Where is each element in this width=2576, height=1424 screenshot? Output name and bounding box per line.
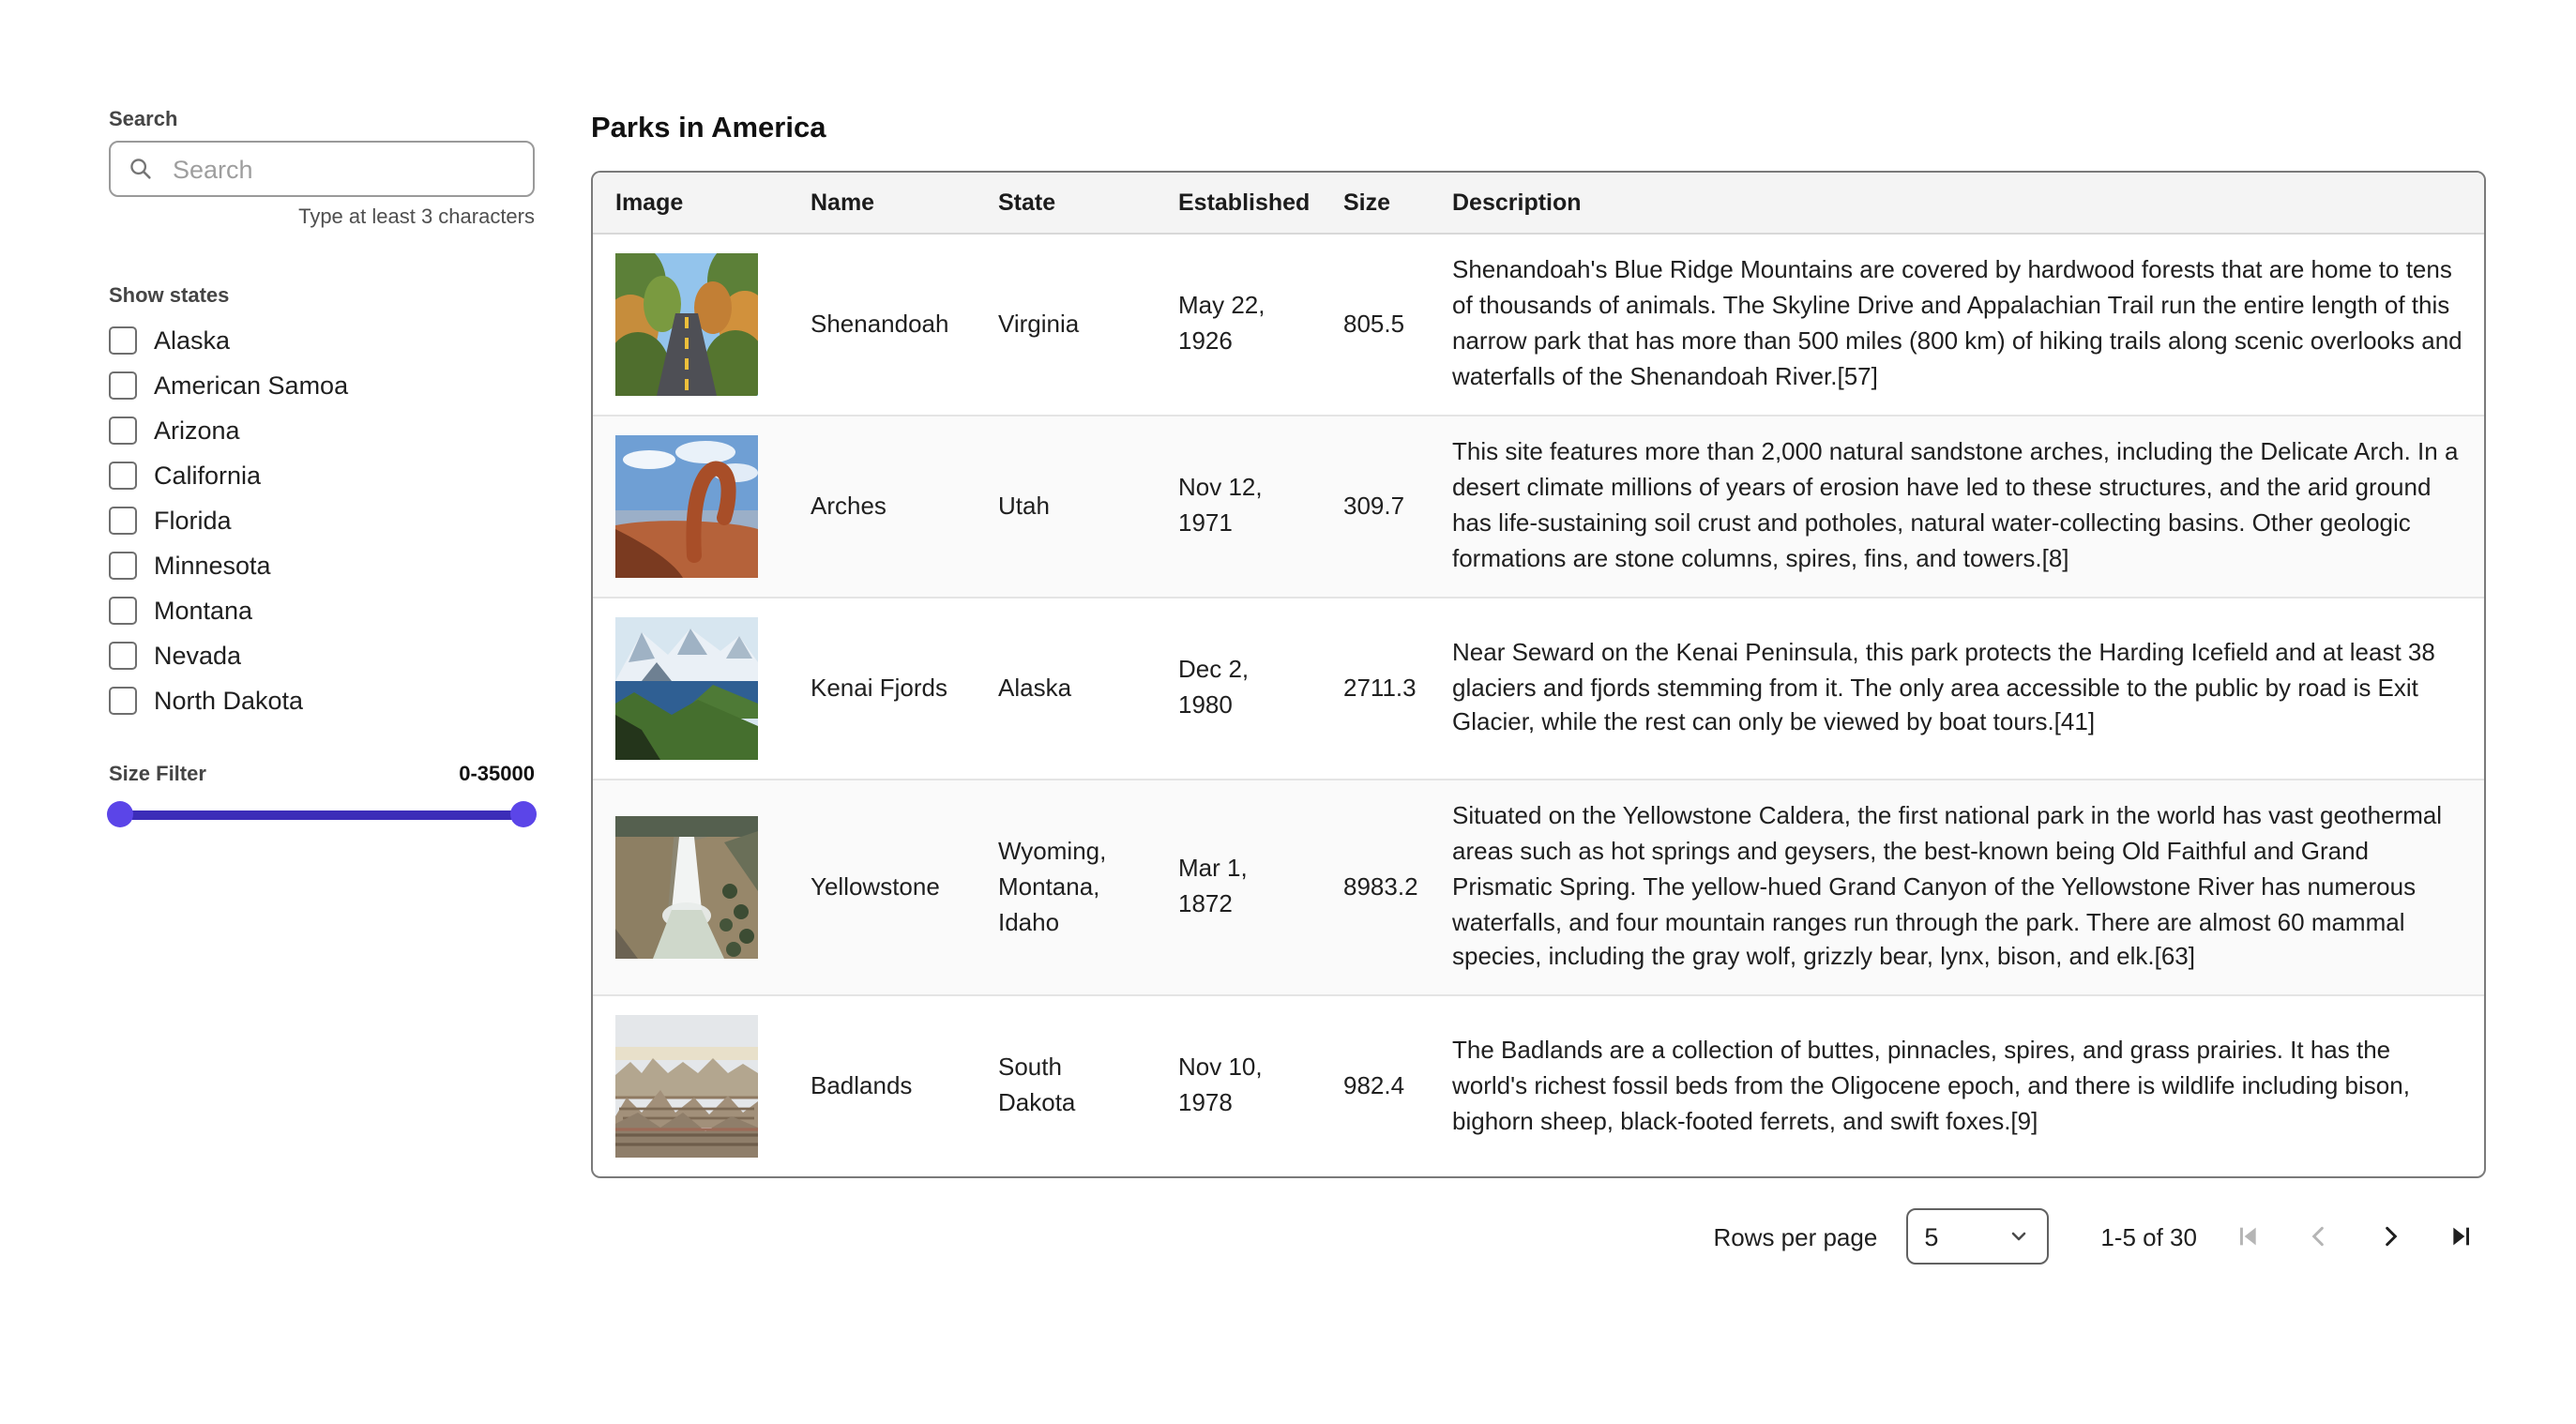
checkbox-icon[interactable] [109, 371, 137, 399]
table-header-row [593, 173, 2484, 234]
table-row-kenai-fjords [593, 598, 2484, 780]
cell-description: Situated on the Yellowstone Caldera, the first national park in the world has vast geothermal areas such as hot springs and geysers, the best-known being Old Faithful and Grand Prismatic Spring. The yellow-hued Grand Canyon of the Yellowstone River has numerous waterfalls, and four mountain ranges run through the park. There are almost 60 mammal species, including the gray wolf, grizzly bear, lynx, bison, and elk.[63] [1430, 780, 2484, 995]
park-photo-kenai-fjords [615, 617, 758, 760]
cell-description: This site features more than 2,000 natural sandstone arches, including the Delicate Arch. In a desert climate millions of years of erosion have led to these structures, and the arid ground has life-sustaining soil crust and potholes, natural water-collecting basins. Other geologic formations are stone columns, spires, fins, and towers.[8] [1430, 416, 2484, 598]
table-row-badlands [593, 995, 2484, 1176]
checkbox-icon[interactable] [109, 506, 137, 534]
state-label: North Dakota [154, 686, 304, 714]
cell-name: Arches [788, 416, 976, 598]
cell-description: The Badlands are a collection of buttes, pinnacles, spires, and grass prairies. It has the world's richest fossil beds from the Oligocene epoch, and there is wildlife including bison, bighorn sheep, black-footed ferrets, and swift foxes.[9] [1452, 1035, 2410, 1135]
cell-name: Badlands [811, 1070, 913, 1099]
pagination-bar [591, 1208, 2486, 1265]
state-label: American Samoa [154, 371, 349, 399]
cell-size: 805.5 [1321, 234, 1430, 416]
column-header-name: Name [788, 173, 976, 234]
rows-per-page-value: 5 [1924, 1222, 1939, 1251]
park-photo-shenandoah [615, 253, 758, 396]
checkbox-icon[interactable] [109, 551, 137, 579]
size-filter-range-value: 0-35000 [459, 764, 535, 786]
state-label: Nevada [154, 641, 242, 669]
cell-established: Mar 1, 1872 [1156, 780, 1321, 995]
state-checkbox-california[interactable] [109, 452, 535, 497]
cell-description: Shenandoah's Blue Ridge Mountains are covered by hardwood forests that are home to tens of thousands of animals. The Skyline Drive and Appalachian Trail run the entire length of this narrow park that has more than 500 miles (800 km) of hiking trails along scenic overlooks and waterfalls of the Shenandoah River.[57] [1430, 234, 2484, 416]
checkbox-icon[interactable] [109, 416, 137, 444]
next-page-button[interactable] [2370, 1216, 2411, 1257]
previous-page-button[interactable] [2298, 1216, 2340, 1257]
main-content [591, 0, 2486, 1265]
park-photo-badlands [615, 1015, 758, 1158]
park-photo-arches [615, 435, 758, 578]
checkbox-icon[interactable] [109, 326, 137, 354]
size-filter-section [109, 764, 535, 827]
first-page-icon [2233, 1221, 2263, 1251]
checkbox-icon[interactable] [109, 596, 137, 624]
state-label: Montana [154, 596, 253, 624]
pagination-range-text: 1-5 of 30 [2100, 1222, 2197, 1251]
size-filter-label: Size Filter [109, 764, 206, 786]
show-states-label: Show states [109, 285, 230, 308]
cell-size: 8983.2 [1321, 780, 1430, 995]
checkbox-icon[interactable] [109, 641, 137, 669]
last-page-icon [2447, 1221, 2477, 1251]
show-states-section [109, 285, 535, 722]
state-checkbox-florida[interactable] [109, 497, 535, 542]
state-checkbox-arizona[interactable] [109, 407, 535, 452]
search-input[interactable] [169, 153, 516, 185]
state-checkbox-american-samoa[interactable] [109, 362, 535, 407]
first-page-button[interactable] [2227, 1216, 2268, 1257]
state-label: Minnesota [154, 551, 271, 579]
cell-size: 982.4 [1343, 1070, 1405, 1099]
column-header-state: State [976, 173, 1156, 234]
search-box[interactable] [109, 141, 535, 197]
slider-min-handle[interactable] [107, 801, 133, 827]
size-range-slider[interactable] [109, 801, 535, 827]
cell-state: South Dakota [998, 1053, 1076, 1117]
state-checkbox-nevada[interactable] [109, 632, 535, 677]
column-header-established: Established [1156, 173, 1321, 234]
cell-established: May 22, 1926 [1156, 234, 1321, 416]
state-checkbox-north-dakota[interactable] [109, 677, 535, 722]
rows-per-page-label: Rows per page [1713, 1222, 1878, 1251]
state-checkbox-montana[interactable] [109, 587, 535, 632]
column-header-image: Image [593, 173, 788, 234]
cell-name: Yellowstone [788, 780, 976, 995]
cell-size: 2711.3 [1321, 598, 1430, 780]
cell-established: Dec 2, 1980 [1156, 598, 1321, 780]
state-label: California [154, 461, 262, 489]
rows-per-page-select[interactable] [1905, 1208, 2048, 1265]
parks-table [591, 171, 2486, 1178]
state-checkbox-list [109, 317, 535, 722]
last-page-button[interactable] [2441, 1216, 2482, 1257]
checkbox-icon[interactable] [109, 686, 137, 714]
state-label: Alaska [154, 326, 231, 354]
state-checkbox-minnesota[interactable] [109, 542, 535, 587]
column-header-description: Description [1430, 173, 2484, 234]
chevron-left-icon [2304, 1221, 2334, 1251]
cell-description: Near Seward on the Kenai Peninsula, this park protects the Harding Icefield and at least 38 glaciers and fjords stemming from it. The only area accessible to the public by road is Exit Glacier, while the rest can only be viewed by boat tours.[41] [1430, 598, 2484, 780]
slider-track[interactable] [113, 810, 531, 819]
cell-name: Kenai Fjords [788, 598, 976, 780]
cell-state: Wyoming, Montana, Idaho [976, 780, 1156, 995]
chevron-down-icon [2007, 1225, 2029, 1248]
park-photo-yellowstone [615, 816, 758, 959]
table-row-shenandoah [593, 234, 2484, 416]
cell-state: Alaska [976, 598, 1156, 780]
table-row-arches [593, 416, 2484, 598]
cell-established: Nov 12, 1971 [1156, 416, 1321, 598]
state-label: Florida [154, 506, 232, 534]
state-checkbox-alaska[interactable] [109, 317, 535, 362]
cell-size: 309.7 [1321, 416, 1430, 598]
table-row-yellowstone [593, 780, 2484, 995]
slider-max-handle[interactable] [510, 801, 537, 827]
chevron-right-icon [2375, 1221, 2405, 1251]
page-title: Parks in America [591, 113, 826, 144]
search-section [109, 109, 535, 229]
checkbox-icon[interactable] [109, 461, 137, 489]
search-icon [128, 156, 154, 182]
state-label: Arizona [154, 416, 240, 444]
cell-state: Virginia [976, 234, 1156, 416]
cell-established: Nov 10, 1978 [1178, 1053, 1263, 1117]
column-header-size: Size [1321, 173, 1430, 234]
cell-name: Shenandoah [788, 234, 976, 416]
search-helper-text: Type at least 3 characters [298, 206, 535, 229]
filter-sidebar [109, 0, 535, 827]
search-label: Search [109, 109, 178, 131]
cell-state: Utah [976, 416, 1156, 598]
